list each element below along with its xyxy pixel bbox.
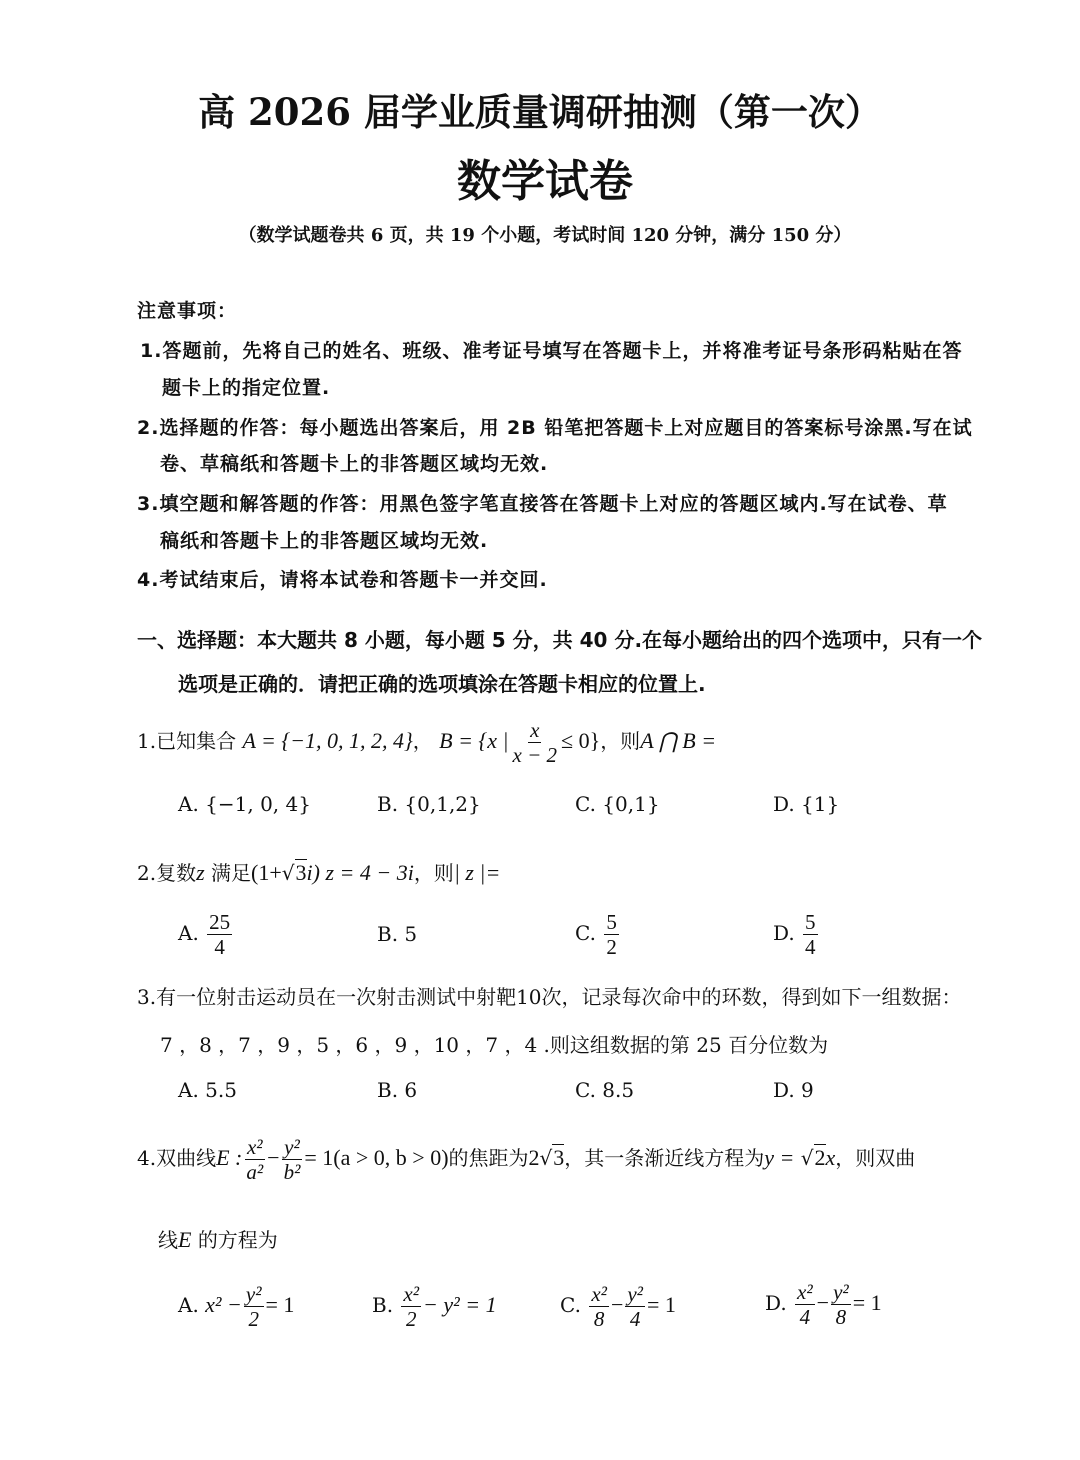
q2-d-label: D.	[773, 921, 795, 946]
question-3-line1: 3.有一位射击运动员在一次射击测试中射靶10次，记录每次命中的环数，得到如下一组数据：	[137, 985, 962, 1009]
q2-option-c	[575, 910, 621, 959]
q2-d-den: 4	[805, 935, 816, 960]
q3-option-d: D. 9	[773, 1078, 814, 1102]
note-3-line1: 3.填空题和解答题的作答：用黑色签字笔直接答在答题卡上对应的答题区域内.写在试卷、草	[137, 493, 948, 515]
q4-t3: ，则双曲	[835, 1146, 916, 1171]
q2-c-label: C.	[575, 921, 596, 946]
q4-line2-e: E	[178, 1227, 192, 1252]
q4-d-minus: −	[816, 1290, 830, 1316]
q2-z: z	[196, 860, 205, 885]
q4-a-post: = 1	[265, 1292, 295, 1318]
q4-c-n1: x²	[591, 1282, 607, 1306]
q4-c-minus: −	[610, 1292, 624, 1318]
q4-c-d2: 4	[629, 1307, 641, 1332]
q4-c-post: = 1	[646, 1292, 676, 1318]
q4-n2: y²	[284, 1135, 300, 1159]
question-3-line2: 7 ，8 ，7 ，9 ，5 ，6 ，9 ，10 ，7 ，4 .则这组数据的第 25 百分位数为	[160, 1033, 829, 1057]
q4-cond: = 1(a > 0, b > 0)	[304, 1145, 449, 1171]
q4-t2: ，其一条渐近线方程为	[564, 1146, 765, 1171]
q4-focal-sqrt: 3	[553, 1145, 565, 1171]
exam-subtitle: 数学试卷	[457, 156, 633, 207]
notes-heading: 注意事项：	[137, 300, 238, 322]
q4-option-a	[178, 1282, 294, 1331]
q1-set-b-post: ≤ 0}	[561, 728, 601, 754]
q2-option-d	[773, 910, 820, 959]
note-4: 4.考试结束后，请将本试卷和答题卡一并交回.	[137, 569, 548, 591]
q2-tail: ，则	[413, 861, 454, 885]
q2-eq-pre: (1+	[251, 860, 282, 885]
q4-a-label: A.	[178, 1293, 199, 1318]
question-4-line2	[158, 1224, 278, 1253]
q4-b-post: − y² = 1	[423, 1292, 497, 1318]
q4-line2-post: 的方程为	[197, 1228, 278, 1252]
q1-prefix: 1.已知集合	[137, 729, 237, 754]
q4-option-d	[765, 1280, 882, 1329]
q4-a-den: 2	[248, 1307, 259, 1332]
q2-mid: 满足	[211, 861, 252, 885]
note-3-line2: 稿纸和答题卡上的非答题区域均无效.	[160, 530, 489, 552]
q4-focal-pre: 2	[528, 1145, 540, 1171]
q4-d-d2: 8	[835, 1305, 847, 1330]
question-2: 2.复数z 满足(1+√3i) z = 4 − 3i，则| z |=	[137, 860, 501, 885]
q1-option-d: D. {1}	[773, 792, 840, 816]
q4-asym-post: x	[825, 1145, 836, 1171]
q3-option-a: A. 5.5	[178, 1078, 237, 1102]
q1-set-b-pre: B = {x |	[439, 728, 509, 754]
section1-line2: 选项是正确的．请把正确的选项填涂在答题卡相应的位置上.	[178, 672, 706, 696]
q1-result: A ⋂ B =	[640, 728, 717, 754]
q4-e: E :	[216, 1145, 243, 1171]
q1-tail: ，则	[600, 729, 641, 754]
q2-a-den: 4	[214, 935, 225, 960]
q4-d-d1: 4	[799, 1305, 811, 1330]
note-2-line1: 2.选择题的作答：每小题选出答案后，用 2B 铅笔把答题卡上对应题目的答案标号涂黑.写在试	[137, 417, 973, 439]
question-4: 4.双曲线E : $\frac{\text{x²}}{\text{a²}}$ − $\frac{\text{y²}}{\text{b²}}$ = 1(a > 0, b > 0)的焦距为2√3，其一条渐近线方程为y = √2x，则双曲	[137, 1135, 916, 1185]
q4-line2-pre: 线	[158, 1228, 178, 1252]
q4-n1: x²	[246, 1135, 263, 1159]
q1-fraction	[511, 718, 560, 767]
q2-a-num: 25	[209, 910, 231, 934]
q2-a-label: A.	[178, 921, 199, 946]
q1-num: x	[530, 718, 540, 742]
q4-option-c	[560, 1282, 676, 1331]
q2-eq-post: i) z = 4 − 3i	[306, 860, 414, 885]
q4-c-n2: y²	[627, 1282, 643, 1306]
exam-info: （数学试题卷共 6 页，共 19 个小题，考试时间 120 分钟，满分 150 分）	[238, 225, 852, 246]
q1-comma: ，	[412, 729, 433, 754]
q2-result: | z |=	[453, 860, 501, 885]
q2-c-num: 5	[606, 910, 617, 934]
q2-option-a	[178, 910, 234, 959]
question-1	[137, 718, 716, 767]
q1-option-a: A. {−1, 0, 4}	[178, 792, 311, 816]
q1-set-a: A = {−1, 0, 1, 2, 4}	[242, 728, 413, 754]
q1-option-b: B. {0,1,2}	[377, 792, 481, 816]
q3-option-b: B. 6	[377, 1078, 418, 1102]
q4-b-label: B.	[372, 1293, 394, 1318]
note-1-line2: 题卡上的指定位置.	[162, 377, 331, 399]
q4-d-n1: x²	[797, 1280, 813, 1304]
q4-t1: 的焦距为	[448, 1146, 529, 1171]
q2-sqrt: 3	[295, 860, 307, 885]
q4-c-d1: 8	[593, 1307, 605, 1332]
q4-d-label: D.	[765, 1291, 787, 1316]
note-1-line1: 1.答题前，先将自己的姓名、班级、准考证号填写在答题卡上，并将准考证号条形码粘贴在答	[140, 340, 963, 362]
note-2-line2: 卷、草稿纸和答题卡上的非答题区域均无效.	[160, 453, 549, 475]
q4-a-num: y²	[245, 1282, 262, 1306]
q1-option-c: C. {0,1}	[575, 792, 660, 816]
q4-option-b	[372, 1282, 497, 1331]
q2-d-num: 5	[805, 910, 816, 934]
q4-d-n2: y²	[833, 1280, 849, 1304]
q4-d2: b²	[283, 1160, 301, 1185]
q4-d1: a²	[246, 1160, 264, 1185]
q2-c-den: 2	[606, 935, 617, 960]
q4-asym-sqrt: 2	[814, 1145, 826, 1171]
q2-prefix: 2.复数	[137, 861, 197, 885]
q2-option-b: B. 5	[377, 922, 418, 946]
q1-den: x − 2	[512, 743, 558, 768]
q4-b-num: x²	[403, 1282, 420, 1306]
exam-title: 高 2026 届学业质量调研抽测（第一次）	[198, 90, 882, 134]
section1-line1: 一、选择题：本大题共 8 小题，每小题 5 分，共 40 分.在每小题给出的四个选项中，只有一个	[137, 628, 983, 652]
q4-a-pre: x² −	[205, 1292, 242, 1318]
q4-d-post: = 1	[852, 1290, 882, 1316]
q4-prefix: 4.双曲线	[137, 1146, 217, 1171]
q4-b-den: 2	[405, 1307, 417, 1332]
q4-c-label: C.	[560, 1293, 581, 1318]
q4-asym-pre: y =	[764, 1145, 795, 1171]
q4-minus: −	[267, 1145, 280, 1171]
q3-option-c: C. 8.5	[575, 1078, 635, 1102]
